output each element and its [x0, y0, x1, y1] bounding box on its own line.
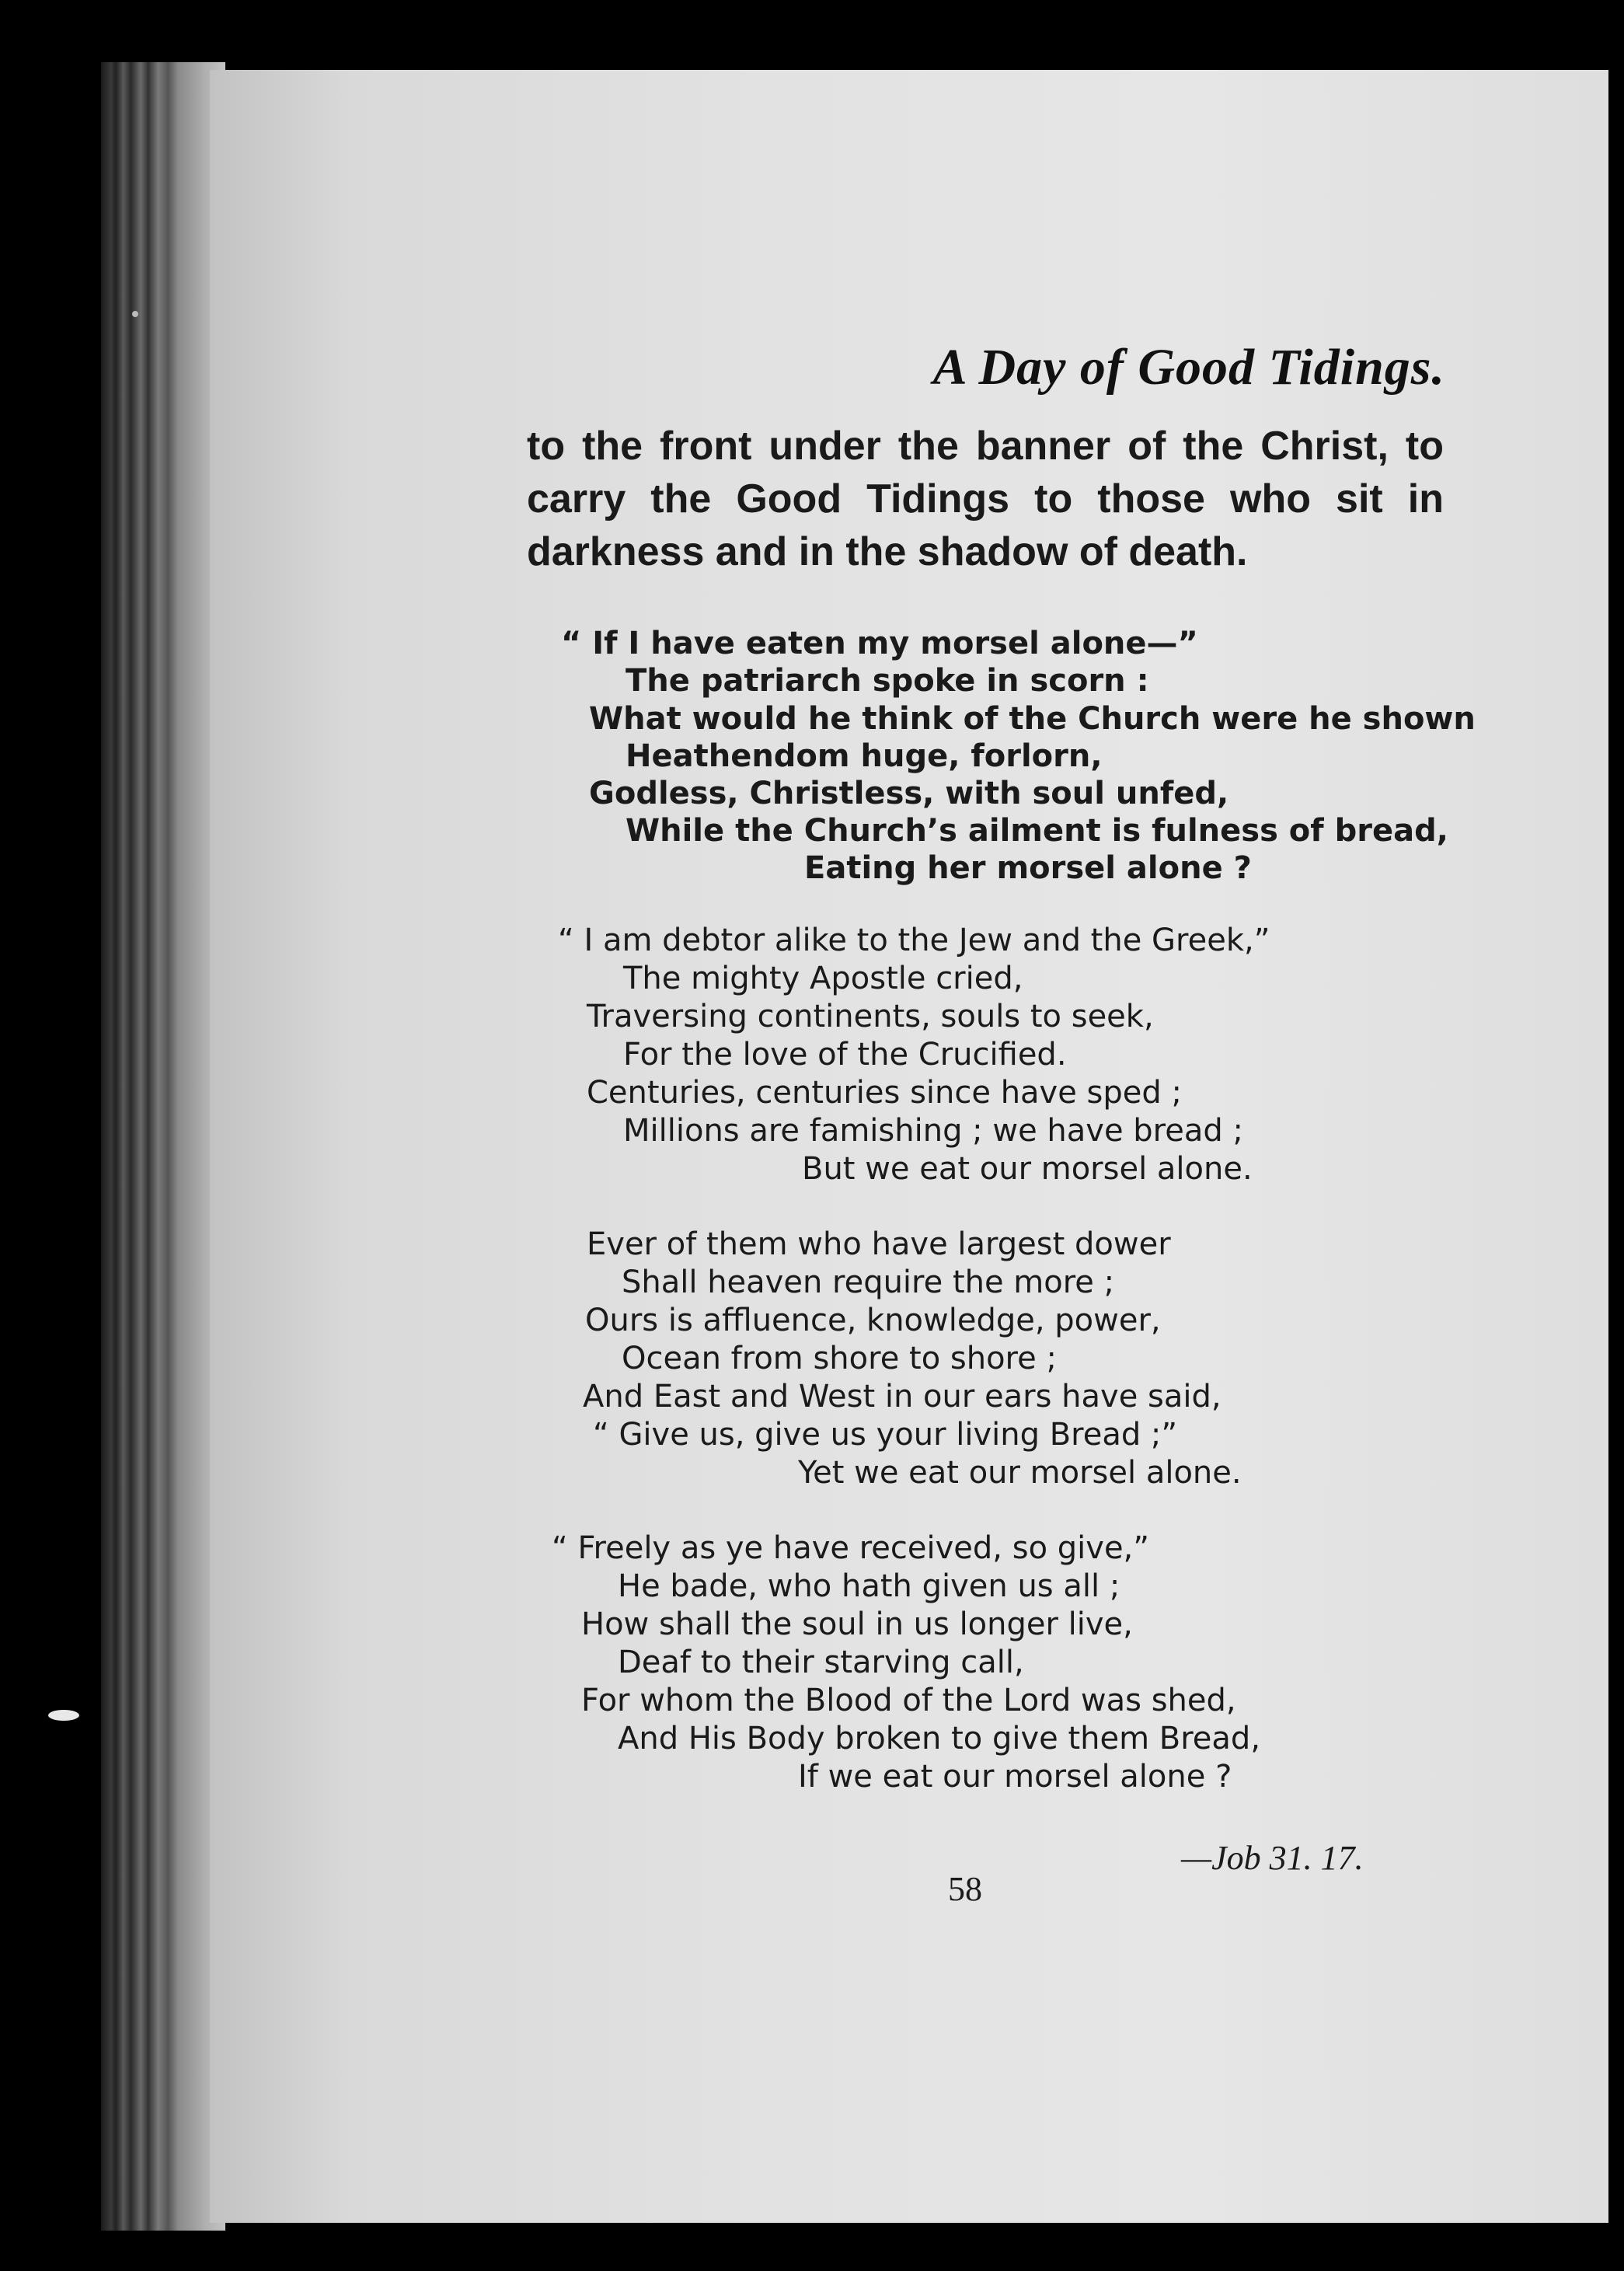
poem-line: Centuries, centuries since have sped ;	[587, 1075, 1182, 1111]
page-number: 58	[948, 1870, 982, 1908]
poem-line: The patriarch spoke in scorn :	[626, 663, 1149, 699]
poem-line: How shall the soul in us longer live,	[581, 1606, 1133, 1642]
poem-line: For whom the Blood of the Lord was shed,	[581, 1683, 1236, 1718]
poem-line: Godless, Christless, with soul unfed,	[589, 776, 1229, 811]
prose-paragraph	[527, 420, 1444, 578]
poem-line: “ Freely as ye have received, so give,”	[552, 1530, 1149, 1566]
scan-speck	[132, 311, 138, 317]
book-binding-edge	[101, 62, 225, 2231]
book-page	[210, 70, 1608, 2223]
prose-line: darkness and in the shadow of death.	[527, 529, 1248, 574]
poem-line: Traversing continents, souls to seek,	[587, 999, 1154, 1034]
poem-line: While the Church’s ailment is fulness of bread,	[626, 813, 1448, 849]
scan-speck	[48, 1710, 79, 1721]
poem-line: If we eat our morsel alone ?	[798, 1759, 1232, 1795]
poem-line: What would he think of the Church were he shown	[589, 701, 1476, 737]
poem-line: And His Body broken to give them Bread,	[618, 1721, 1261, 1756]
poem-line: Ocean from shore to shore ;	[622, 1341, 1057, 1376]
poem-line: Yet we eat our morsel alone.	[798, 1455, 1242, 1491]
poem-line: Heathendom huge, forlorn,	[626, 738, 1103, 774]
poem-line: “ If I have eaten my morsel alone—”	[561, 626, 1198, 661]
poem-line: “ Give us, give us your living Bread ;”	[593, 1417, 1178, 1453]
poem-line: For the love of the Crucified.	[623, 1037, 1067, 1073]
poem-line: “ I am debtor alike to the Jew and the Greek,”	[558, 923, 1270, 958]
poem-line: And East and West in our ears have said,	[583, 1379, 1221, 1415]
poem-line: Ours is affluence, knowledge, power,	[585, 1303, 1161, 1338]
prose-line: carry the Good Tidings to those who sit in	[527, 476, 1444, 522]
poem-line: Shall heaven require the more ;	[622, 1265, 1115, 1300]
poem-line: Eating her morsel alone ?	[804, 850, 1252, 886]
scripture-reference: —Job 31. 17.	[1181, 1839, 1364, 1877]
poem-line: But we eat our morsel alone.	[802, 1151, 1253, 1187]
running-head: A Day of Good Tidings.	[932, 339, 1445, 396]
poem-line: He bade, who hath given us all ;	[618, 1568, 1120, 1604]
poem-line: Deaf to their starving call,	[618, 1645, 1024, 1680]
poem-line: Millions are famishing ; we have bread ;	[623, 1113, 1243, 1149]
poem-line: Ever of them who have largest dower	[587, 1226, 1171, 1262]
poem-line: The mighty Apostle cried,	[623, 961, 1023, 996]
prose-line: to the front under the banner of the Christ, to	[527, 424, 1444, 469]
